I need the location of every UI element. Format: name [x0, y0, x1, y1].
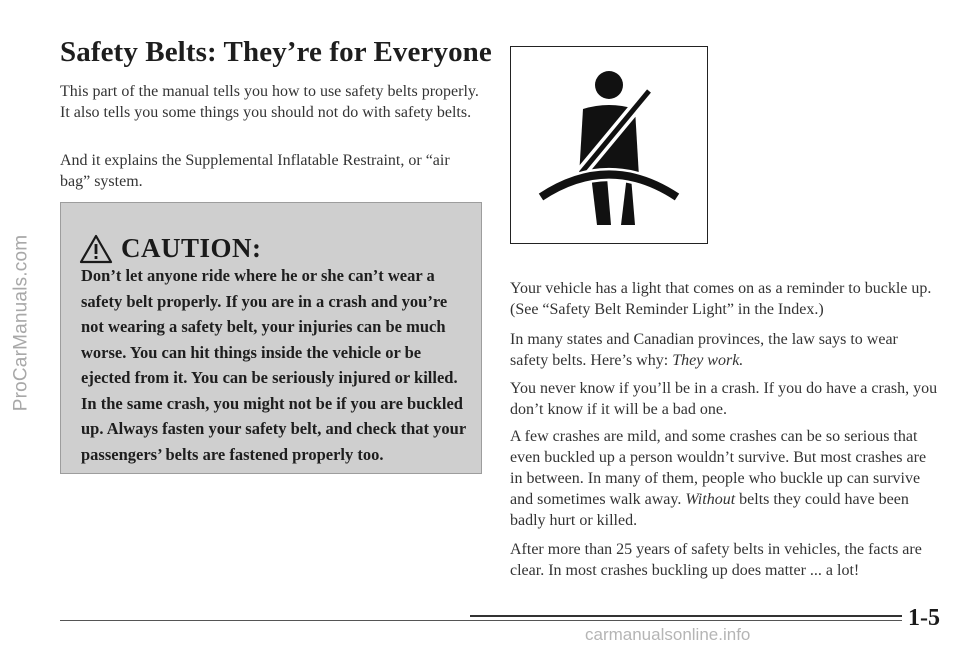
page-heading: Safety Belts: They’re for Everyone [60, 36, 492, 68]
footer-rule-thick [470, 615, 940, 617]
body-paragraph-facts: After more than 25 years of safety belts in vehicles, the facts are clear. In most crashes buckling up does matter ... a lot! [510, 541, 922, 579]
intro-paragraph-1: This part of the manual tells you how to use safety belts properly. It also tells you some things you should not do with safety belts. [60, 83, 479, 121]
footer-watermark: carmanualsonline.info [585, 625, 751, 644]
warning-triangle-icon [79, 234, 113, 264]
body-paragraph-crashes [510, 426, 940, 531]
footer-rule-thin [60, 620, 940, 621]
caution-text: Don’t let anyone ride where he or she can’t wear a safety belt properly. If you are in a crash and you’re not wearing a safety belt, your injuries can be much worse. You can hit things inside the vehicle or be ejected from it. You can be seriously injured or killed. In the same crash, you might not be if you are buckled up. Always fasten your safety belt, and check that your passengers’ belts are fastened properly too. [81, 266, 466, 464]
crashes-tail: belts they could have been badly hurt or killed. [510, 491, 909, 529]
law-text: In many states and Canadian provinces, the law says to wear safety belts. Here’s why: [510, 331, 898, 369]
they-work-emphasis: They work. [672, 352, 744, 369]
body-paragraph-reminder: Your vehicle has a light that comes on as a reminder to buckle up. (See “Safety Belt Reminder Light” in the Index.) [510, 280, 932, 318]
caution-title: CAUTION: [121, 233, 262, 263]
body-paragraph-law [510, 329, 940, 371]
caution-header [79, 233, 262, 264]
intro-paragraph-2: And it explains the Supplemental Inflatable Restraint, or “air bag” system. [60, 152, 450, 190]
seat-belt-reminder-icon [511, 47, 706, 242]
page-number: 1-5 [902, 605, 940, 632]
seat-belt-reminder-symbol [510, 46, 708, 244]
body-paragraph-never-know: You never know if you’ll be in a crash. If you do have a crash, you don’t know if it will be a bad one. [510, 380, 938, 418]
crashes-text: A few crashes are mild, and some crashes can be so serious that even buckled up a person wouldn’t survive. But most crashes are in between. In many of them, people who buckle up can survive and sometimes walk away. [510, 428, 927, 508]
side-watermark-text: ProCarManuals.com [10, 234, 32, 412]
without-emphasis: Without [685, 491, 736, 508]
caution-box [60, 202, 482, 474]
side-watermark [4, 0, 38, 646]
